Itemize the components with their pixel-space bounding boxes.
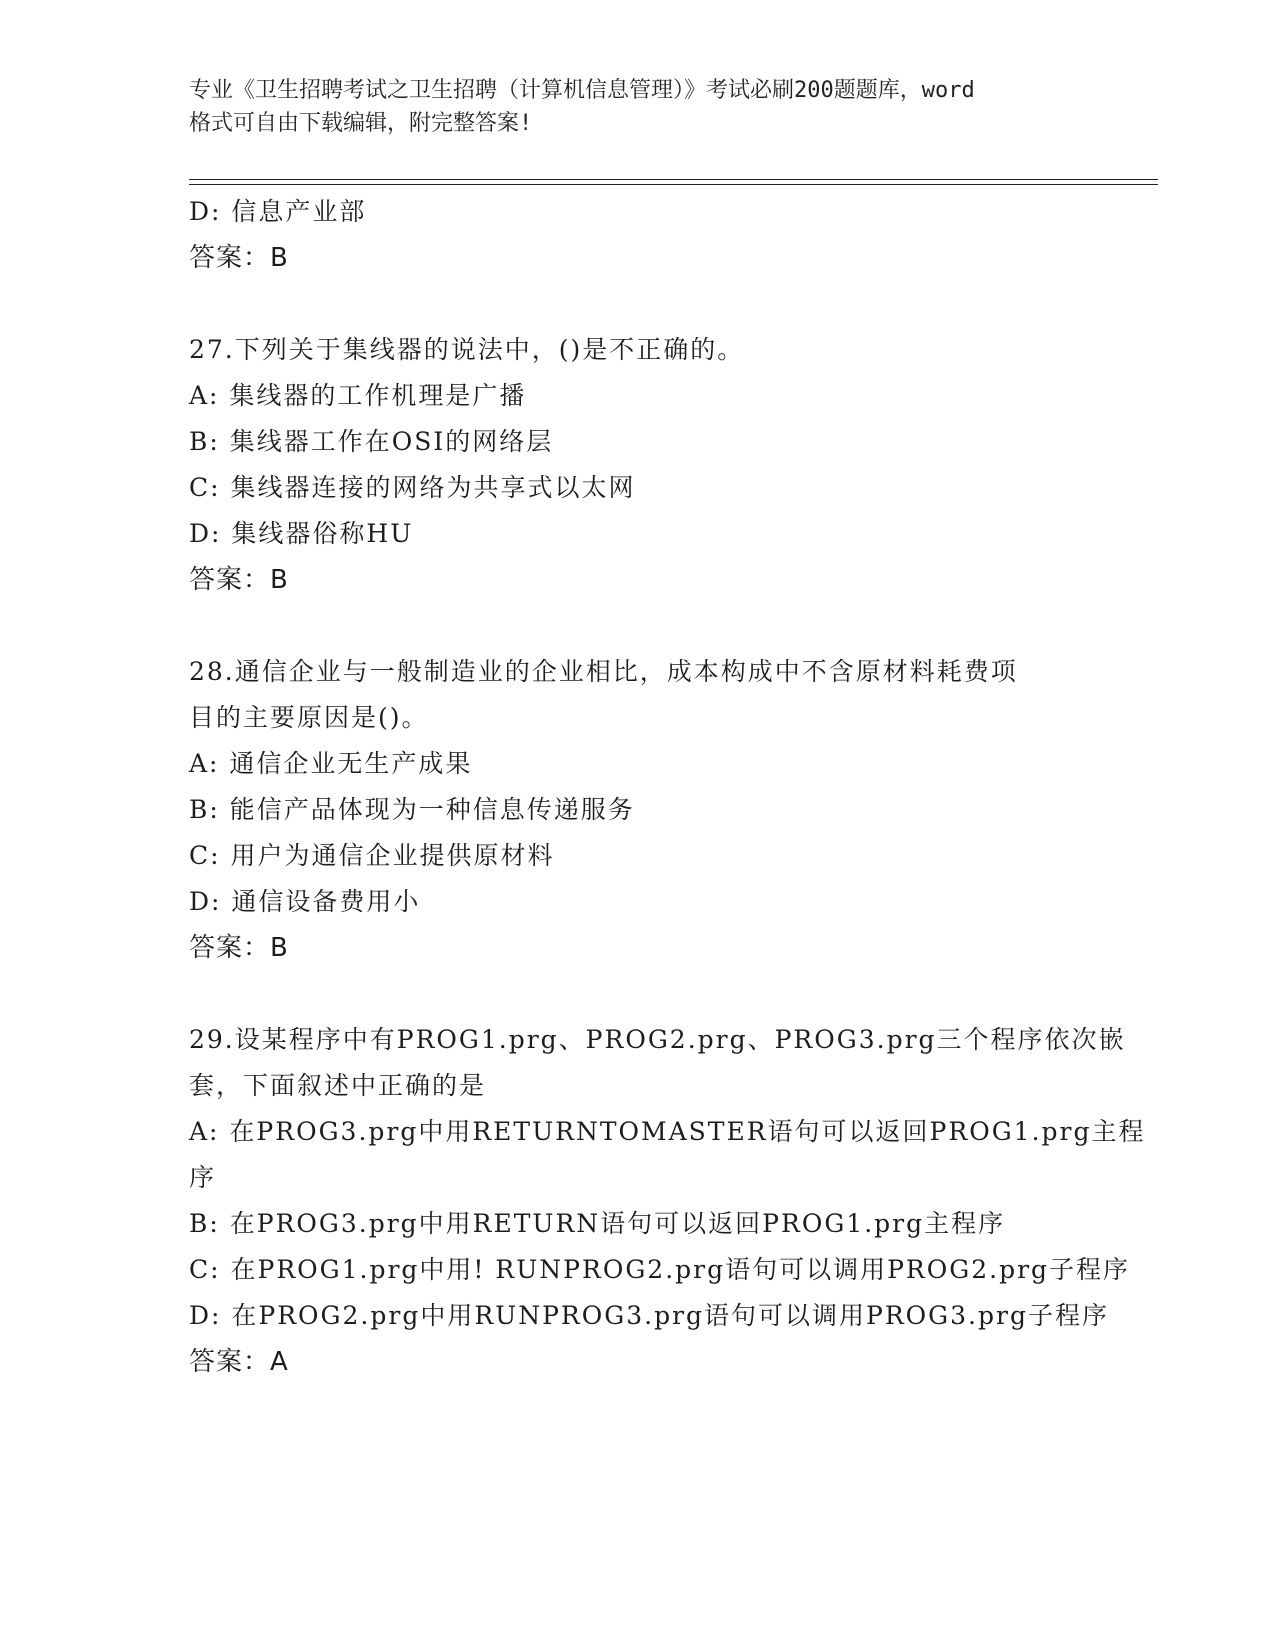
option-d: D: 在PROG2.prg中用RUNPROG3.prg语句可以调用PROG3.prg子程序 (189, 1301, 1109, 1330)
option-a: A: 通信企业无生产成果 (189, 749, 473, 778)
spacer (189, 603, 1089, 649)
carryover-answer: 答案：B (189, 243, 289, 273)
option-a-continued: 序 (189, 1163, 217, 1192)
option-a: A: 集线器的工作机理是广播 (189, 381, 527, 410)
question-stem-line: 目的主要原因是()。 (189, 703, 429, 732)
header-line-2: 格式可自由下载编辑，附完整答案! (189, 111, 533, 136)
carryover-option-d: D: 信息产业部 (189, 197, 367, 226)
option-c: C: 在PROG1.prg中用! RUNPROG2.prg语句可以调用PROG2.prg子程序 (189, 1255, 1131, 1284)
option-a: A: 在PROG3.prg中用RETURNTOMASTER语句可以返回PROG1.prg主程 (189, 1117, 1146, 1146)
spacer (189, 971, 1089, 1017)
question-stem-line: 27.下列关于集线器的说法中，()是不正确的。 (189, 335, 745, 364)
header-line-1: 专业《卫生招聘考试之卫生招聘（计算机信息管理）》考试必刷200题题库，word (189, 78, 975, 103)
question-stem-line: 29.设某程序中有PROG1.prg、PROG2.prg、PROG3.prg三个程序依次嵌 (189, 1025, 1126, 1054)
option-d: D: 通信设备费用小 (189, 887, 421, 916)
question-content (189, 189, 1146, 1385)
option-b: B: 集线器工作在OSI的网络层 (189, 427, 554, 456)
header-rule-bottom (189, 184, 1158, 185)
question-stem-line: 28.通信企业与一般制造业的企业相比，成本构成中不含原材料耗费项 (189, 657, 1018, 686)
header-rule-top (189, 179, 1158, 180)
option-d: D: 集线器俗称HU (189, 519, 414, 548)
question-28 (189, 649, 1089, 971)
answer: 答案：A (189, 1347, 289, 1377)
option-b: B: 能信产品体现为一种信息传递服务 (189, 795, 635, 824)
option-c: C: 用户为通信企业提供原材料 (189, 841, 555, 870)
option-b: B: 在PROG3.prg中用RETURN语句可以返回PROG1.prg主程序 (189, 1209, 1006, 1238)
question-27 (189, 327, 1089, 603)
document-header (189, 74, 1089, 140)
answer: 答案：B (189, 933, 289, 963)
answer: 答案：B (189, 565, 289, 595)
option-c: C: 集线器连接的网络为共享式以太网 (189, 473, 636, 502)
question-29 (189, 1017, 1146, 1385)
spacer (189, 281, 1089, 327)
question-stem-line: 套，下面叙述中正确的是 (189, 1071, 487, 1100)
